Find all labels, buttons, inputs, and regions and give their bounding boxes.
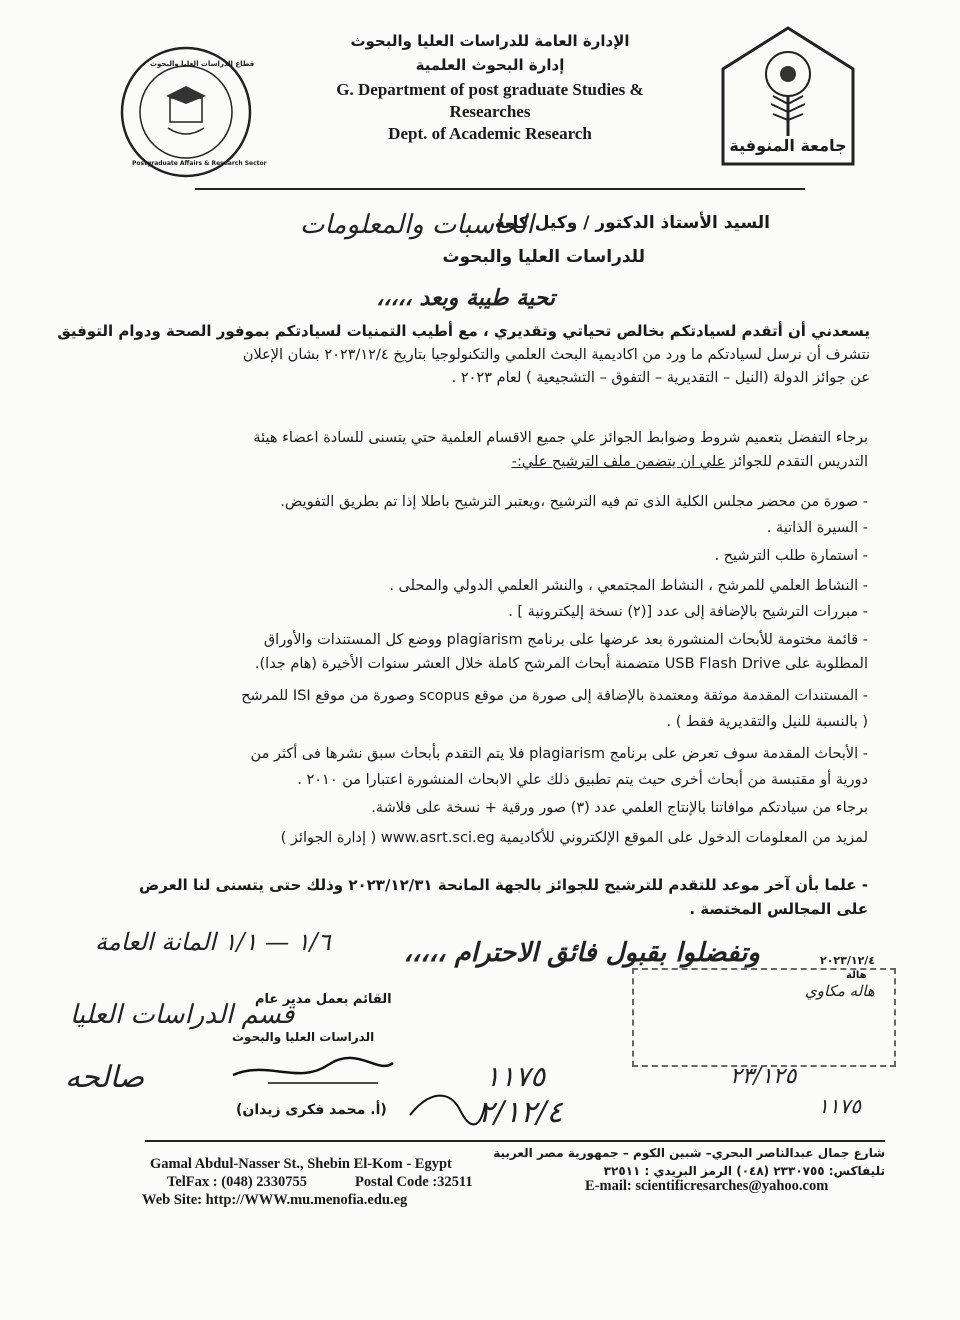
list-item-council-minutes: - صورة من محضر مجلس الكلية الذى تم فيه الترشيح ،ويعتبر الترشيح باطلا إذا تم بطريق التفويض. bbox=[280, 494, 868, 510]
website-info: لمزيد من المعلومات الدخول على الموقع الإلكتروني للأكاديمية www.asrt.sci.eg ( إدارة الجوائز ) bbox=[280, 830, 868, 846]
handwritten-date-1: ٢/١٢/٤ bbox=[478, 1095, 563, 1130]
list-item-usb-drive: المطلوبة على USB Flash Drive متضمنة أبحاث المرشح كاملة خلال العشر سنوات الأخيرة (هام جدا). bbox=[254, 656, 868, 672]
handwritten-number-3: ١١٧٥ bbox=[818, 1094, 861, 1118]
request-line2 bbox=[512, 454, 868, 470]
list-item-cv: - السيرة الذاتية . bbox=[766, 520, 868, 536]
handwritten-routing-note: ١/٦ — ١/١ المانة العامة bbox=[95, 928, 331, 956]
handwritten-number-2: ٢٣/١٢٥ bbox=[730, 1064, 797, 1089]
list-item-publications-list: - قائمة مختومة للأبحاث المنشورة بعد عرضها على برنامج plagiarism ووضع كل المستندات والأوراق bbox=[263, 632, 868, 648]
footer-divider bbox=[145, 1140, 885, 1142]
addressee-faculty-handwritten: الحاسبات والمعلومات bbox=[300, 210, 534, 240]
closing-phrase: وتفضلوا بقبول فائق الاحترام ،،،،، bbox=[403, 938, 760, 968]
header-en-line3: Dept. of Academic Research bbox=[388, 124, 592, 143]
signatory-role-dept: الدراسات العليا والبحوث bbox=[232, 1030, 375, 1044]
list-item-documents: - المستندات المقدمة موثقة ومعتمدة بالإضافة إلى صورة من موقع scopus وصورة من موقع ISI للمرشح bbox=[241, 688, 868, 704]
production-request: برجاء من سيادتكم موافاتنا بالإنتاج العلمي عدد (٣) صور ورقية + نسخة على فلاشة. bbox=[371, 800, 868, 816]
intro-line3: عن جوائز الدولة (النيل – التقديرية – التفوق – التشجيعية ) لعام ٢٠٢٣ . bbox=[451, 370, 870, 386]
footer-website[interactable]: Web Site: http://WWW.mu.menofia.edu.eg bbox=[142, 1192, 408, 1208]
signatory-name: (أ. محمد فكرى زيدان) bbox=[236, 1102, 387, 1118]
request-line2-underlined: علي ان يتضمن ملف الترشيح علي:- bbox=[511, 454, 726, 470]
addressee-line2: للدراسات العليا والبحوث bbox=[442, 247, 645, 267]
handwritten-number-1: ١١٧٥ bbox=[485, 1060, 546, 1093]
intro-line2: نتشرف أن نرسل لسيادتكم ما ورد من اكاديمية البحث العلمي والتكنولوجيا بتاريخ ٢٠٢٣/١٢/٤ بشان الإعلان bbox=[242, 347, 870, 363]
deadline-line2: على المجالس المختصة . bbox=[689, 900, 868, 918]
header-ar-line2: إدارة البحوث العلمية bbox=[415, 56, 565, 74]
list-item-justifications: - مبررات الترشيح بالإضافة إلى عدد [(٢) نسخة إليكترونية ] . bbox=[508, 604, 868, 620]
list-item-documents-note: ( بالنسبة للنيل والتقديرية فقط ) . bbox=[666, 714, 868, 730]
handwritten-dept-note: قسم الدراسات العليا bbox=[70, 1000, 295, 1030]
list-item-application-form: - استمارة طلب الترشيح . bbox=[714, 548, 868, 564]
handwritten-signature: صالحه bbox=[65, 1060, 145, 1095]
greeting: تحية طيبة وبعد ،،،،، bbox=[376, 285, 555, 311]
footer-postal-code: Postal Code :32511 bbox=[355, 1174, 473, 1190]
header-divider bbox=[195, 188, 805, 190]
list-item-scientific-activity: - النشاط العلمي للمرشح ، النشاط المجتمعي ، والنشر العلمي الدولي والمحلى . bbox=[389, 578, 868, 594]
request-line1: برجاء التفضل بتعميم شروط وضوابط الجوائز علي جميع الاقسام العلمية حتي يتسنى للسادة اعضاء هيئة bbox=[253, 430, 868, 446]
header-ar-line1: الإدارة العامة للدراسات العليا والبحوث bbox=[350, 32, 630, 50]
request-line2-start: التدريس التقدم للجوائز bbox=[729, 454, 868, 470]
intro-line1: يسعدني أن أتقدم لسيادتكم بخالص تحياتي وتقديري ، مع أطيب التمنيات لسيادتكم بموفور الصحة ودوام التوفيق bbox=[57, 322, 870, 340]
footer-telfax: TelFax : (048) 2330755 bbox=[167, 1174, 308, 1190]
signatory-role: القائم بعمل مدير عام bbox=[255, 992, 392, 1007]
footer-ar-address: شارع جمال عبدالناصر البحري– شبين الكوم – جمهورية مصر العربية bbox=[493, 1146, 885, 1160]
header-en-line2: Researches bbox=[449, 102, 531, 121]
seal-english-text: Postgraduate Affairs & Research Sector bbox=[132, 160, 267, 167]
director-signature-mark bbox=[228, 1045, 398, 1095]
header-en-line1: G. Department of post graduate Studies & bbox=[336, 80, 644, 99]
stamp-clerk-handwritten: هاله مكاوي bbox=[805, 982, 875, 1000]
stamp-date: ٢٠٢٣/١٢/٤ bbox=[820, 954, 876, 967]
logo-university-name: جامعة المنوفية bbox=[729, 136, 847, 155]
seal-arabic-text: قطاع الدراسات العليا والبحوث bbox=[150, 60, 255, 68]
footer-ar-telfax: تليفاكس: ٢٣٣٠٧٥٥ (٠٤٨) الرمز البريدي : ٣٢٥١١ bbox=[603, 1164, 885, 1178]
stamp-clerk: هالة bbox=[846, 970, 867, 981]
list-item-plagiarism: - الأبحاث المقدمة سوف تعرض على برنامج plagiarism فلا يتم التقدم بأبحاث سبق نشرها فى أكثر من bbox=[250, 746, 868, 762]
footer-address: Gamal Abdul-Nasser St., Shebin El-Kom - Egypt bbox=[150, 1156, 452, 1172]
deadline-line1: - علما بأن آخر موعد للتقدم للترشيح للجوائز بالجهة المانحة ٢٠٢٣/١٢/٣١ وذلك حتى يتسنى لنا العرض bbox=[139, 876, 868, 894]
handwritten-loop-mark bbox=[400, 1085, 490, 1135]
footer-email[interactable]: E-mail: scientificresarches@yahoo.com bbox=[585, 1178, 829, 1194]
addressee-line1: السيد الأستاذ الدكتور / وكيل كلية bbox=[494, 213, 770, 233]
list-item-plagiarism-cont: دورية أو مقتبسة من أبحاث أخرى حيث يتم تطبيق ذلك علي الابحاث المنشورة اعتبارا من ٢٠١٠ . bbox=[297, 772, 868, 788]
